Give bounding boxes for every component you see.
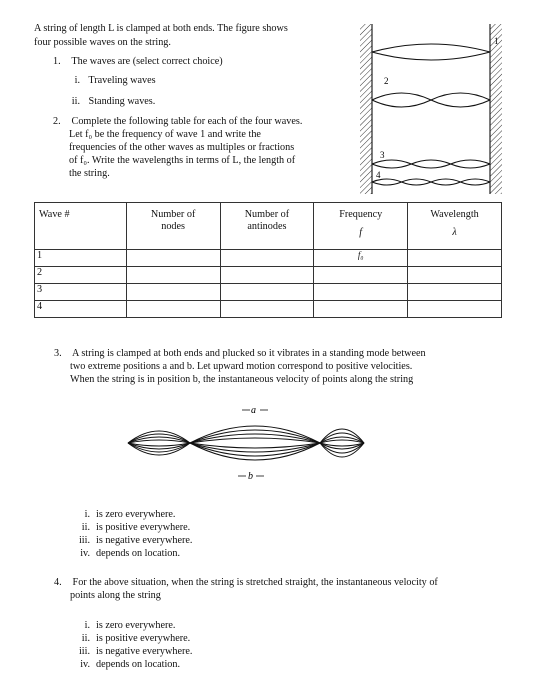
question-4-option-iv[interactable] xyxy=(70,658,180,671)
option-text: is negative everywhere. xyxy=(96,535,193,546)
question-1-option-ii[interactable] xyxy=(60,95,155,108)
question-2-number: 2. xyxy=(53,116,61,127)
question-4-option-iii[interactable] xyxy=(70,645,192,658)
right-clamp xyxy=(490,24,502,194)
option-text: is zero everywhere. xyxy=(96,509,176,520)
intro-line-2: four possible waves on the string. xyxy=(34,37,171,48)
question-2-line-2: Let f₀ be the frequency of wave 1 and write the xyxy=(69,129,261,140)
question-2-line-5: the string. xyxy=(69,168,110,179)
option-number: iii. xyxy=(78,535,90,546)
question-3-option-ii[interactable] xyxy=(70,521,190,534)
question-3-option-iv[interactable] xyxy=(70,547,180,560)
table-header-row xyxy=(35,203,502,250)
option-text: depends on location. xyxy=(96,548,181,559)
wavelength-cell[interactable] xyxy=(408,250,502,267)
header-wavelength: Wavelength λ xyxy=(408,203,502,250)
option-number: ii. xyxy=(71,96,80,107)
question-4-option-i[interactable] xyxy=(70,619,175,632)
question-3-option-i[interactable] xyxy=(70,508,175,521)
wave-label-1: 1 xyxy=(494,36,499,46)
table-row xyxy=(35,301,502,318)
frequency-cell[interactable]: f₀ xyxy=(314,250,408,267)
antinodes-cell[interactable] xyxy=(220,301,314,318)
wavelength-cell[interactable] xyxy=(408,284,502,301)
question-2-line-1: Complete the following table for each of the four waves. xyxy=(71,116,303,127)
question-4 xyxy=(54,576,438,589)
table-row xyxy=(35,250,502,267)
wave-table xyxy=(34,202,502,318)
wave-3-curve-a xyxy=(372,160,490,168)
antinodes-cell[interactable] xyxy=(220,250,314,267)
header-nodes: Number of nodes xyxy=(126,203,220,250)
wave-label-2: 2 xyxy=(384,76,389,86)
option-number: ii. xyxy=(81,522,90,533)
option-text: depends on location. xyxy=(96,659,181,670)
intro-line-1: A string of length L is clamped at both ends. The figure shows xyxy=(34,23,288,34)
question-1-text: The waves are (select correct choice) xyxy=(71,56,223,67)
question-3-line-2: two extreme positions a and b. Let upward motion correspond to positive velocities. xyxy=(70,361,413,372)
option-text: is zero everywhere. xyxy=(96,620,176,631)
wave-number-cell: 1 xyxy=(35,250,127,267)
option-number: iv. xyxy=(80,659,90,670)
option-text: Standing waves. xyxy=(88,96,156,107)
nodes-cell[interactable] xyxy=(126,267,220,284)
position-a-label: a xyxy=(251,405,256,416)
option-number: ii. xyxy=(81,633,90,644)
table-row xyxy=(35,284,502,301)
header-antinodes: Number of antinodes xyxy=(220,203,314,250)
wavelength-cell[interactable] xyxy=(408,301,502,318)
frequency-cell[interactable] xyxy=(314,267,408,284)
wave-number-cell: 4 xyxy=(35,301,127,318)
frequency-cell[interactable] xyxy=(314,284,408,301)
frequency-cell[interactable] xyxy=(314,301,408,318)
wave-number-cell: 2 xyxy=(35,267,127,284)
header-frequency: Frequency f xyxy=(314,203,408,250)
question-4-option-ii[interactable] xyxy=(70,632,190,645)
question-1 xyxy=(53,55,223,68)
header-wave: Wave # xyxy=(35,203,127,250)
extreme-positions-figure xyxy=(120,403,370,481)
table-row xyxy=(35,267,502,284)
wave-number-cell: 3 xyxy=(35,284,127,301)
nodes-cell[interactable] xyxy=(126,250,220,267)
question-3 xyxy=(54,347,426,360)
wave-label-3: 3 xyxy=(380,150,385,160)
wave-3-curve-b xyxy=(372,160,490,168)
option-text: is positive everywhere. xyxy=(96,633,191,644)
nodes-cell[interactable] xyxy=(126,301,220,318)
position-b-label: b xyxy=(248,471,253,481)
question-4-number: 4. xyxy=(54,577,62,588)
wave-label-4: 4 xyxy=(376,170,381,180)
wave-2-curve-b xyxy=(372,93,490,107)
question-2-line-3: frequencies of the other waves as multiples or fractions xyxy=(69,142,295,153)
question-2 xyxy=(53,115,302,128)
question-3-line-1: A string is clamped at both ends and plucked so it vibrates in a standing mode between xyxy=(71,348,426,359)
question-2-line-4: of f₀. Write the wavelengths in terms of L, the length of xyxy=(69,155,296,166)
antinodes-cell[interactable] xyxy=(220,267,314,284)
question-4-line-2: points along the string xyxy=(70,590,161,601)
question-3-option-iii[interactable] xyxy=(70,534,192,547)
wave-4-curve-b xyxy=(372,179,490,185)
antinodes-cell[interactable] xyxy=(220,284,314,301)
standing-waves-figure xyxy=(352,20,512,198)
nodes-cell[interactable] xyxy=(126,284,220,301)
option-number: i. xyxy=(74,75,80,86)
question-1-number: 1. xyxy=(53,56,61,67)
option-number: iv. xyxy=(80,548,90,559)
wave-1-upper xyxy=(372,44,490,52)
option-text: is negative everywhere. xyxy=(96,646,193,657)
question-3-number: 3. xyxy=(54,348,62,359)
question-4-line-1: For the above situation, when the string is stretched straight, the instantaneous velocity of xyxy=(72,577,438,588)
option-number: i. xyxy=(84,509,90,520)
option-number: iii. xyxy=(78,646,90,657)
wave-1-lower xyxy=(372,52,490,60)
wavelength-cell[interactable] xyxy=(408,267,502,284)
option-text: is positive everywhere. xyxy=(96,522,191,533)
option-number: i. xyxy=(84,620,90,631)
option-text: Traveling waves xyxy=(88,75,156,86)
question-3-line-3: When the string is in position b, the instantaneous velocity of points along the string xyxy=(70,374,414,385)
left-clamp xyxy=(360,24,372,194)
question-1-option-i[interactable] xyxy=(60,74,156,87)
